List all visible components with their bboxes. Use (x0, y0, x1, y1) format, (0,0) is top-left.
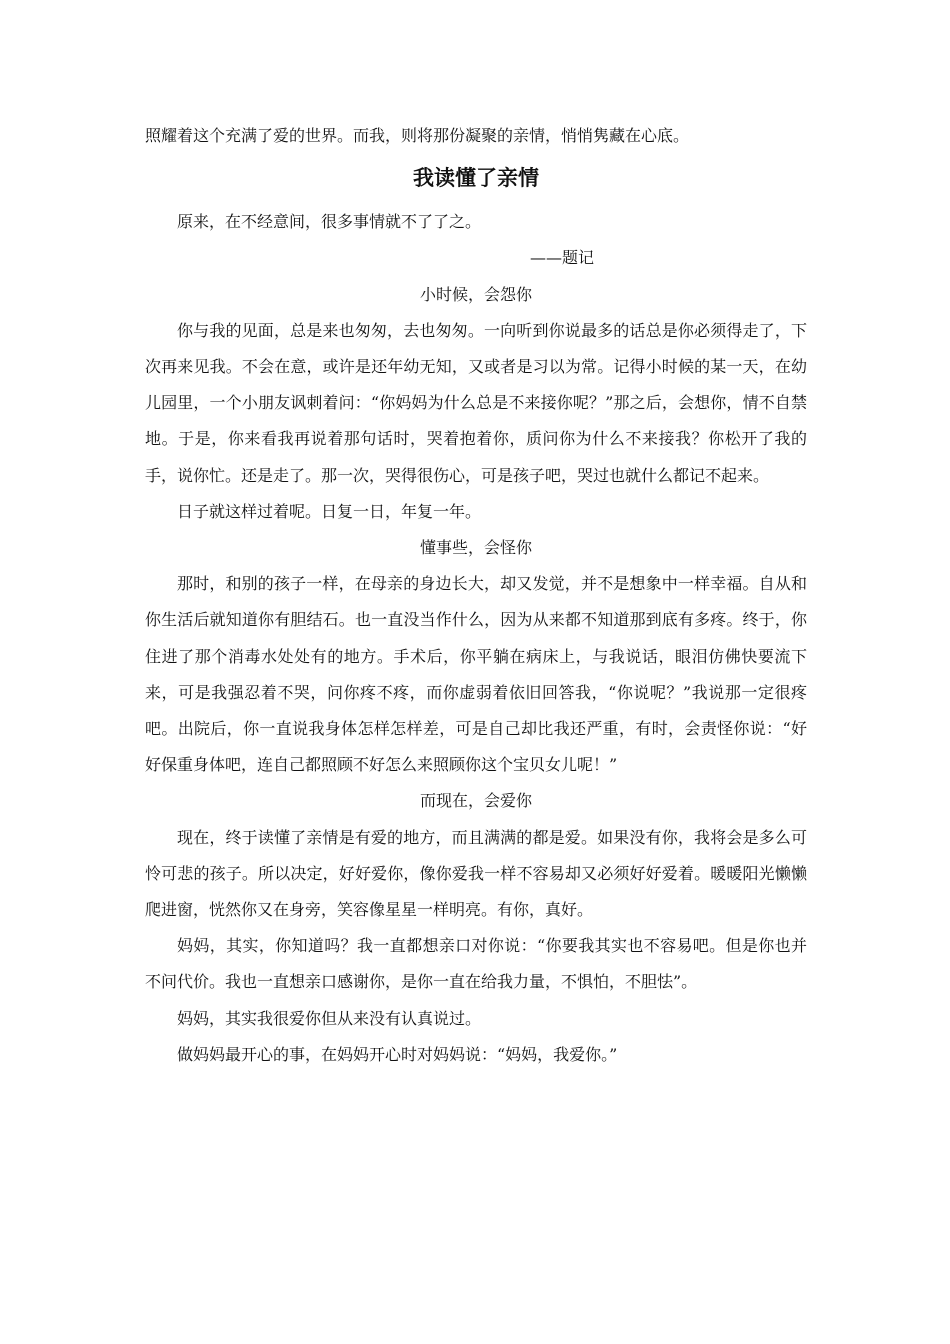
section-heading: 懂事些，会怪你 (419, 538, 532, 558)
section-childhood (145, 277, 807, 530)
section-growing-up (145, 530, 807, 783)
section-heading: 而现在，会爱你 (419, 791, 532, 811)
continuation-text: 照耀着这个充满了爱的世界。而我，则将那份凝聚的亲情，悄悄隽藏在心底。 (145, 126, 690, 145)
paragraph: 你与我的见面，总是来也匆匆，去也匆匆。一向听到你说最多的话总是你必须得走了，下次再来见我。不会在意，或许是还年幼无知，又或者是习以为常。记得小时候的某一天，在幼儿园里，一个小朋友讽刺着问：“你妈妈为什么总是不来接你呢？”那之后，会想你，情不自禁地。于是，你来看我再说着那句话时，哭着抱着你，质问你为什么不来接我？你松开了我的手，说你忙。还是走了。那一次，哭得很伤心，可是孩子吧，哭过也就什么都记不起来。 (145, 320, 807, 485)
document-page (145, 118, 807, 1073)
section-heading: 小时候，会怨你 (419, 284, 532, 304)
epigraph: 原来，在不经意间，很多事情就不了了之。 (177, 212, 482, 232)
paragraph: 做妈妈最开心的事，在妈妈开心时对妈妈说：“妈妈，我爱你。” (177, 1044, 618, 1064)
section-now (145, 783, 807, 1073)
paragraph: 日子就这样过着呢。日复一日，年复一年。 (177, 501, 482, 521)
paragraph: 现在，终于读懂了亲情是有爱的地方，而且满满的都是爱。如果没有你，我将会是多么可怜可悲的孩子。所以决定，好好爱你，像你爱我一样不容易却又必须好好爱着。暖暖阳光懒懒爬进窗，恍然你又在身旁，笑容像星星一样明亮。有你，真好。 (145, 827, 807, 920)
paragraph: 妈妈，其实，你知道吗？我一直都想亲口对你说：“你要我其实也不容易吧。但是你也并不问代价。我也一直想亲口感谢你，是你一直在给我力量，不惧怕，不胆怯”。 (145, 936, 807, 992)
paragraph: 妈妈，其实我很爱你但从来没有认真说过。 (177, 1008, 482, 1028)
essay-title: 我读懂了亲情 (413, 165, 539, 191)
paragraph: 那时，和别的孩子一样，在母亲的身边长大，却又发觉，并不是想象中一样幸福。自从和你生活后就知道你有胆结石。也一直没当作什么，因为从来都不知道那到底有多疼。终于，你住进了那个消毒水处处有的地方。手术后，你平躺在病床上，与我说话，眼泪仿佛快要流下来，可是我强忍着不哭，问你疼不疼，而你虚弱着依旧回答我，“你说呢？”我说那一定很疼吧。出院后，你一直说我身体怎样怎样差，可是自己却比我还严重，有时，会责怪你说：“好好保重身体吧，连自己都照顾不好怎么来照顾你这个宝贝女儿呢！” (145, 574, 807, 775)
epigraph-attribution: ——题记 (530, 248, 595, 268)
